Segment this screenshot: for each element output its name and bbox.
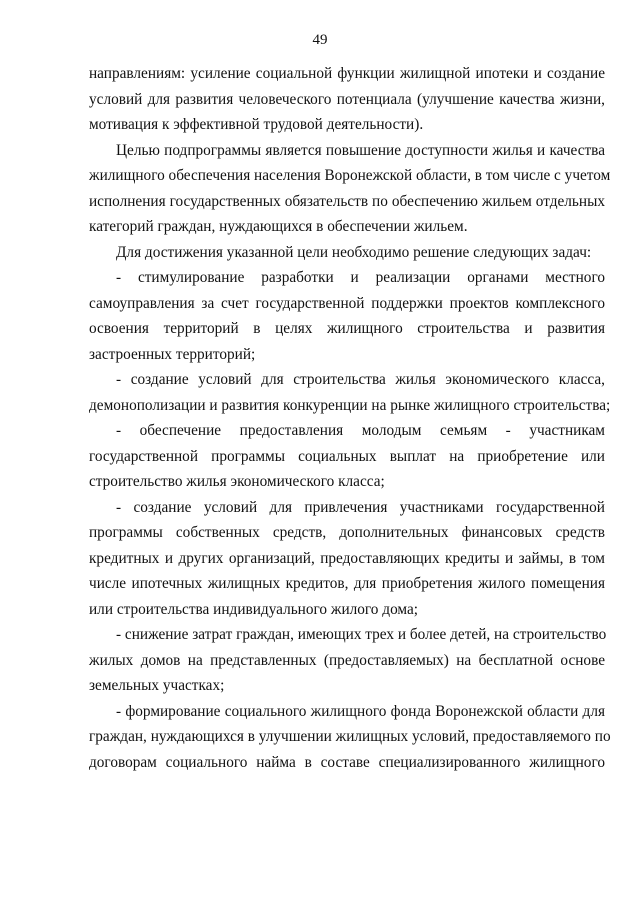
text-line: или строительства индивидуального жилого дома;: [89, 600, 419, 618]
text-line: - создание условий для строительства жилья экономического класса,: [116, 371, 605, 388]
text-line: освоения территорий в целях жилищного строительства и развития: [89, 320, 605, 337]
page-number: 49: [312, 32, 328, 48]
text-line: категорий граждан, нуждающихся в обеспечении жильем.: [89, 218, 468, 235]
text-line: программы собственных средств, дополнительных финансовых средств: [89, 524, 605, 541]
text-line: - формирование социального жилищного фонда Воронежской области для: [116, 702, 605, 720]
text-line: демонополизации и развития конкуренции на рынке жилищного строительства;: [89, 396, 611, 414]
text-line: земельных участках;: [89, 677, 225, 694]
text-line: условий для развития человеческого потенциала (улучшение качества жизни,: [89, 90, 605, 108]
text-line: - снижение затрат граждан, имеющих трех и более детей, на строительство: [116, 626, 607, 643]
text-line: исполнения государственных обязательств по обеспечению жильем отдельных: [89, 192, 605, 210]
text-line: государственной программы социальных выплат на приобретение или: [89, 447, 605, 465]
text-line: самоуправления за счет государственной поддержки проектов комплексного: [89, 294, 605, 312]
text-line: застроенных территорий;: [89, 345, 256, 363]
text-line: граждан, нуждающихся в улучшении жилищных условий, предоставляемого по: [89, 728, 611, 745]
text-line: числе ипотечных жилищных кредитов, для приобретения жилого помещения: [89, 575, 605, 592]
document-body: [89, 61, 611, 775]
text-line: - создание условий для привлечения участниками государственной: [116, 498, 605, 516]
text-line: - обеспечение предоставления молодым семьям - участникам: [116, 422, 605, 439]
text-line: Целью подпрограммы является повышение доступности жилья и качества: [116, 141, 605, 159]
text-line: строительство жилья экономического класса;: [89, 473, 385, 490]
text-line: договорам социального найма в составе специализированного жилищного: [89, 753, 605, 771]
text-line: кредитных и других организаций, предоставляющих кредиты и займы, в том: [89, 549, 605, 567]
text-line: Для достижения указанной цели необходимо решение следующих задач:: [116, 243, 592, 261]
text-line: - стимулирование разработки и реализации органами местного: [116, 269, 605, 286]
text-line: мотивация к эффективной трудовой деятельности).: [89, 116, 424, 133]
text-line: жилищного обеспечения населения Воронежской области, в том числе с учетом: [89, 167, 611, 184]
text-line: жилых домов на представленных (предоставляемых) на бесплатной основе: [89, 651, 605, 669]
text-line: направлениям: усиление социальной функции жилищной ипотеки и создание: [89, 65, 605, 82]
